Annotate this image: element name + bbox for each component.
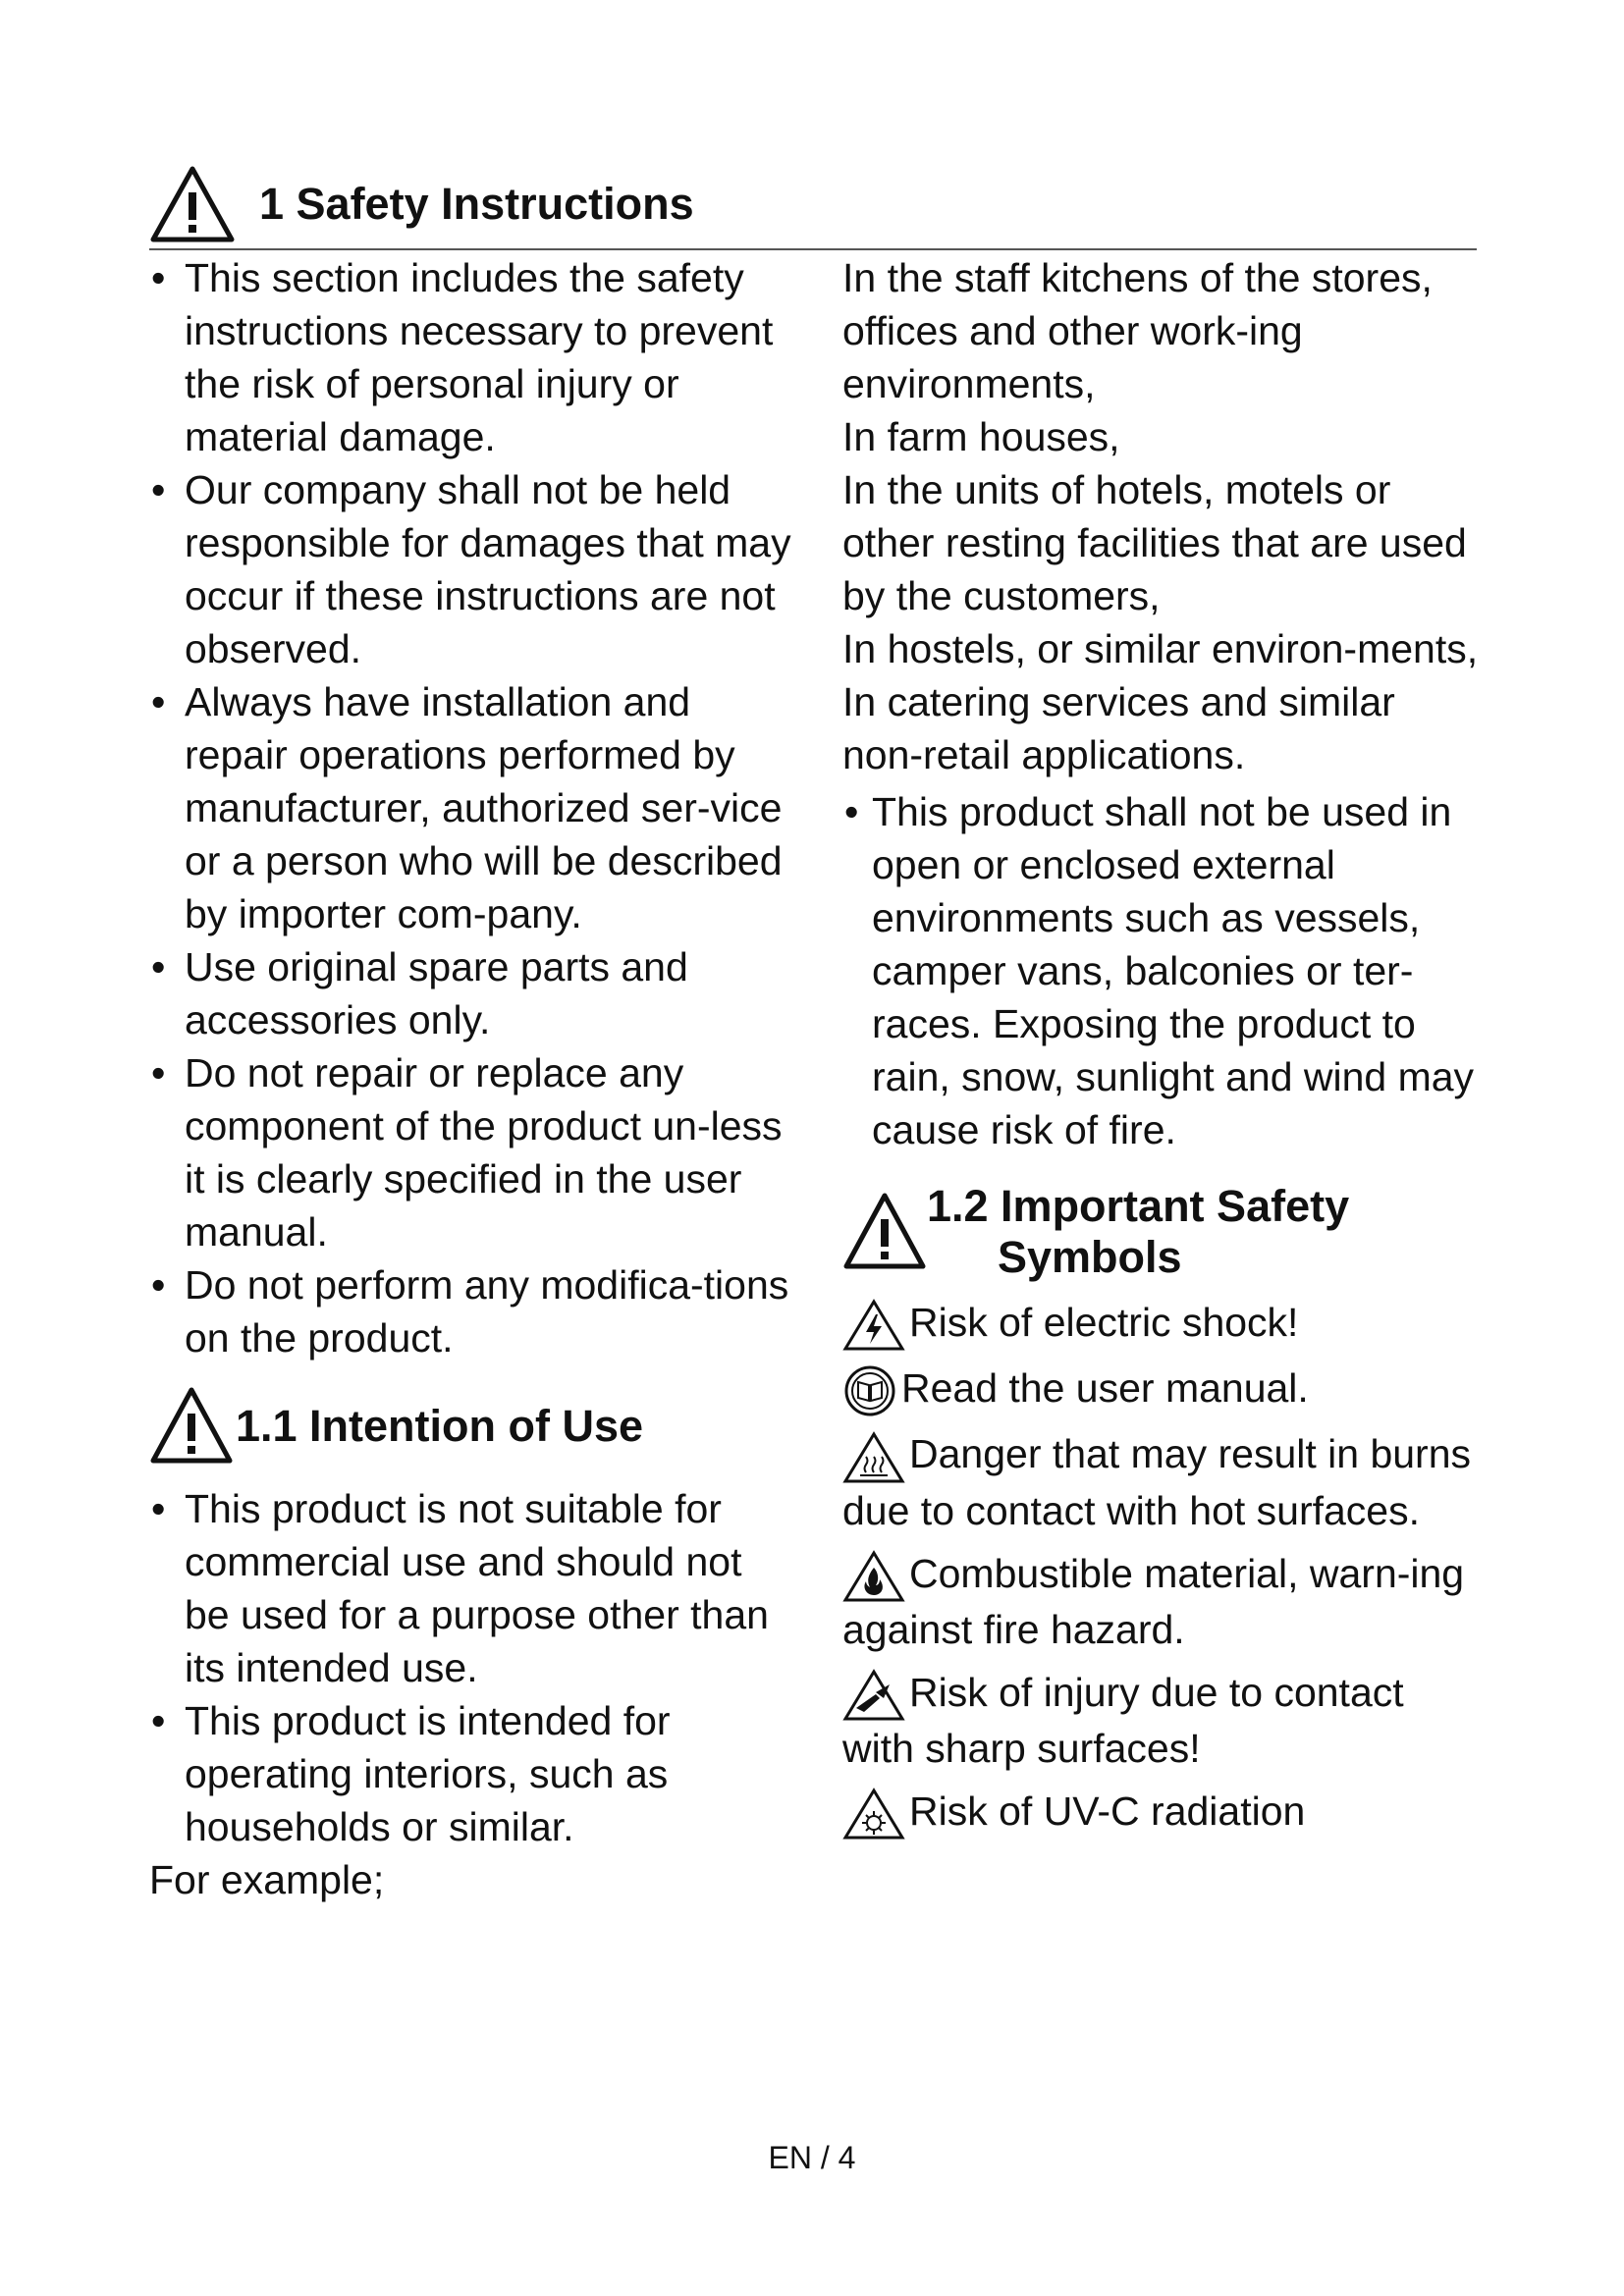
intention-bullets <box>149 1482 797 1853</box>
heading-divider <box>149 248 1477 250</box>
symbol-row <box>842 1296 1481 1352</box>
warning-triangle-icon <box>149 165 236 243</box>
usage-line: In the units of hotels, motels or other resting facilities that are used by the customers, <box>842 467 1467 618</box>
symbol-text: Risk of electric shock! <box>909 1300 1299 1345</box>
list-item: • Our company shall not be held responsible for damages that may occur if these instructions are not observed. <box>149 463 797 675</box>
usage-line: In catering services and similar non-retail applications. <box>842 679 1395 777</box>
list-item: • This section includes the safety instructions necessary to prevent the risk of personal injury or material damage. <box>149 251 797 463</box>
right-column <box>842 251 1481 1841</box>
symbols-list <box>842 1296 1481 1841</box>
sharp-surface-icon <box>842 1669 905 1722</box>
usage-line: In hostels, or similar environ-ments, <box>842 626 1479 671</box>
intention-title: 1.1 Intention of Use <box>236 1401 644 1451</box>
list-item: • This product shall not be used in open or enclosed external environments such as vessels, camper vans, balconies or ter-races. Exposing the product to rain, snow, sunlight and wind may cause risk of fire. <box>842 785 1481 1156</box>
usage-line: In the staff kitchens of the stores, offices and other work-ing environments, <box>842 255 1433 406</box>
section-heading <box>149 165 1477 249</box>
symbols-title-line2: Symbols <box>998 1232 1182 1282</box>
usage-line: In farm houses, <box>842 414 1120 459</box>
uv-radiation-icon <box>842 1788 905 1841</box>
external-use-bullet <box>842 785 1481 1156</box>
symbol-row <box>842 1785 1481 1841</box>
safety-bullets <box>149 251 797 1364</box>
list-item: • Do not perform any modifica-tions on the product. <box>149 1258 797 1364</box>
fire-icon <box>842 1550 905 1603</box>
list-item: • This product is not suitable for commercial use and should not be used for a purpose other than its intended use. <box>149 1482 797 1694</box>
hot-surface-icon <box>842 1431 905 1484</box>
left-column <box>149 251 797 1906</box>
symbols-title-line1: 1.2 Important Safety <box>927 1181 1350 1231</box>
symbol-row <box>842 1666 1481 1775</box>
warning-triangle-icon <box>842 1192 927 1270</box>
list-item: • Use original spare parts and accessories only. <box>149 940 797 1046</box>
warning-triangle-icon <box>149 1386 234 1465</box>
symbol-text: Risk of UV-C radiation <box>909 1788 1306 1834</box>
section-title: 1 Safety Instructions <box>259 179 694 229</box>
symbol-text: Read the user manual. <box>901 1365 1309 1412</box>
symbol-row <box>842 1547 1481 1656</box>
list-item: • Do not repair or replace any component of the product un-less it is clearly specified in the user manual. <box>149 1046 797 1258</box>
example-label: For example; <box>149 1857 385 1902</box>
list-item: • Always have installation and repair operations performed by manufacturer, authorized ser-vice or a person who will be described by importer com-pany. <box>149 675 797 940</box>
symbols-heading <box>842 1180 1481 1282</box>
electric-shock-icon <box>842 1299 905 1352</box>
list-item: • This product is intended for operating interiors, such as households or similar. <box>149 1694 797 1853</box>
symbol-text: Risk of injury due to contact with sharp surfaces! <box>842 1669 1404 1771</box>
page-number: EN / 4 <box>768 2140 856 2175</box>
intention-heading <box>149 1386 797 1465</box>
symbol-text: Danger that may result in burns due to contact with hot surfaces. <box>842 1431 1471 1533</box>
symbol-row <box>842 1362 1481 1417</box>
symbol-text: Combustible material, warn-ing against fire hazard. <box>842 1550 1465 1652</box>
symbol-row <box>842 1427 1481 1536</box>
book-icon <box>842 1364 897 1417</box>
